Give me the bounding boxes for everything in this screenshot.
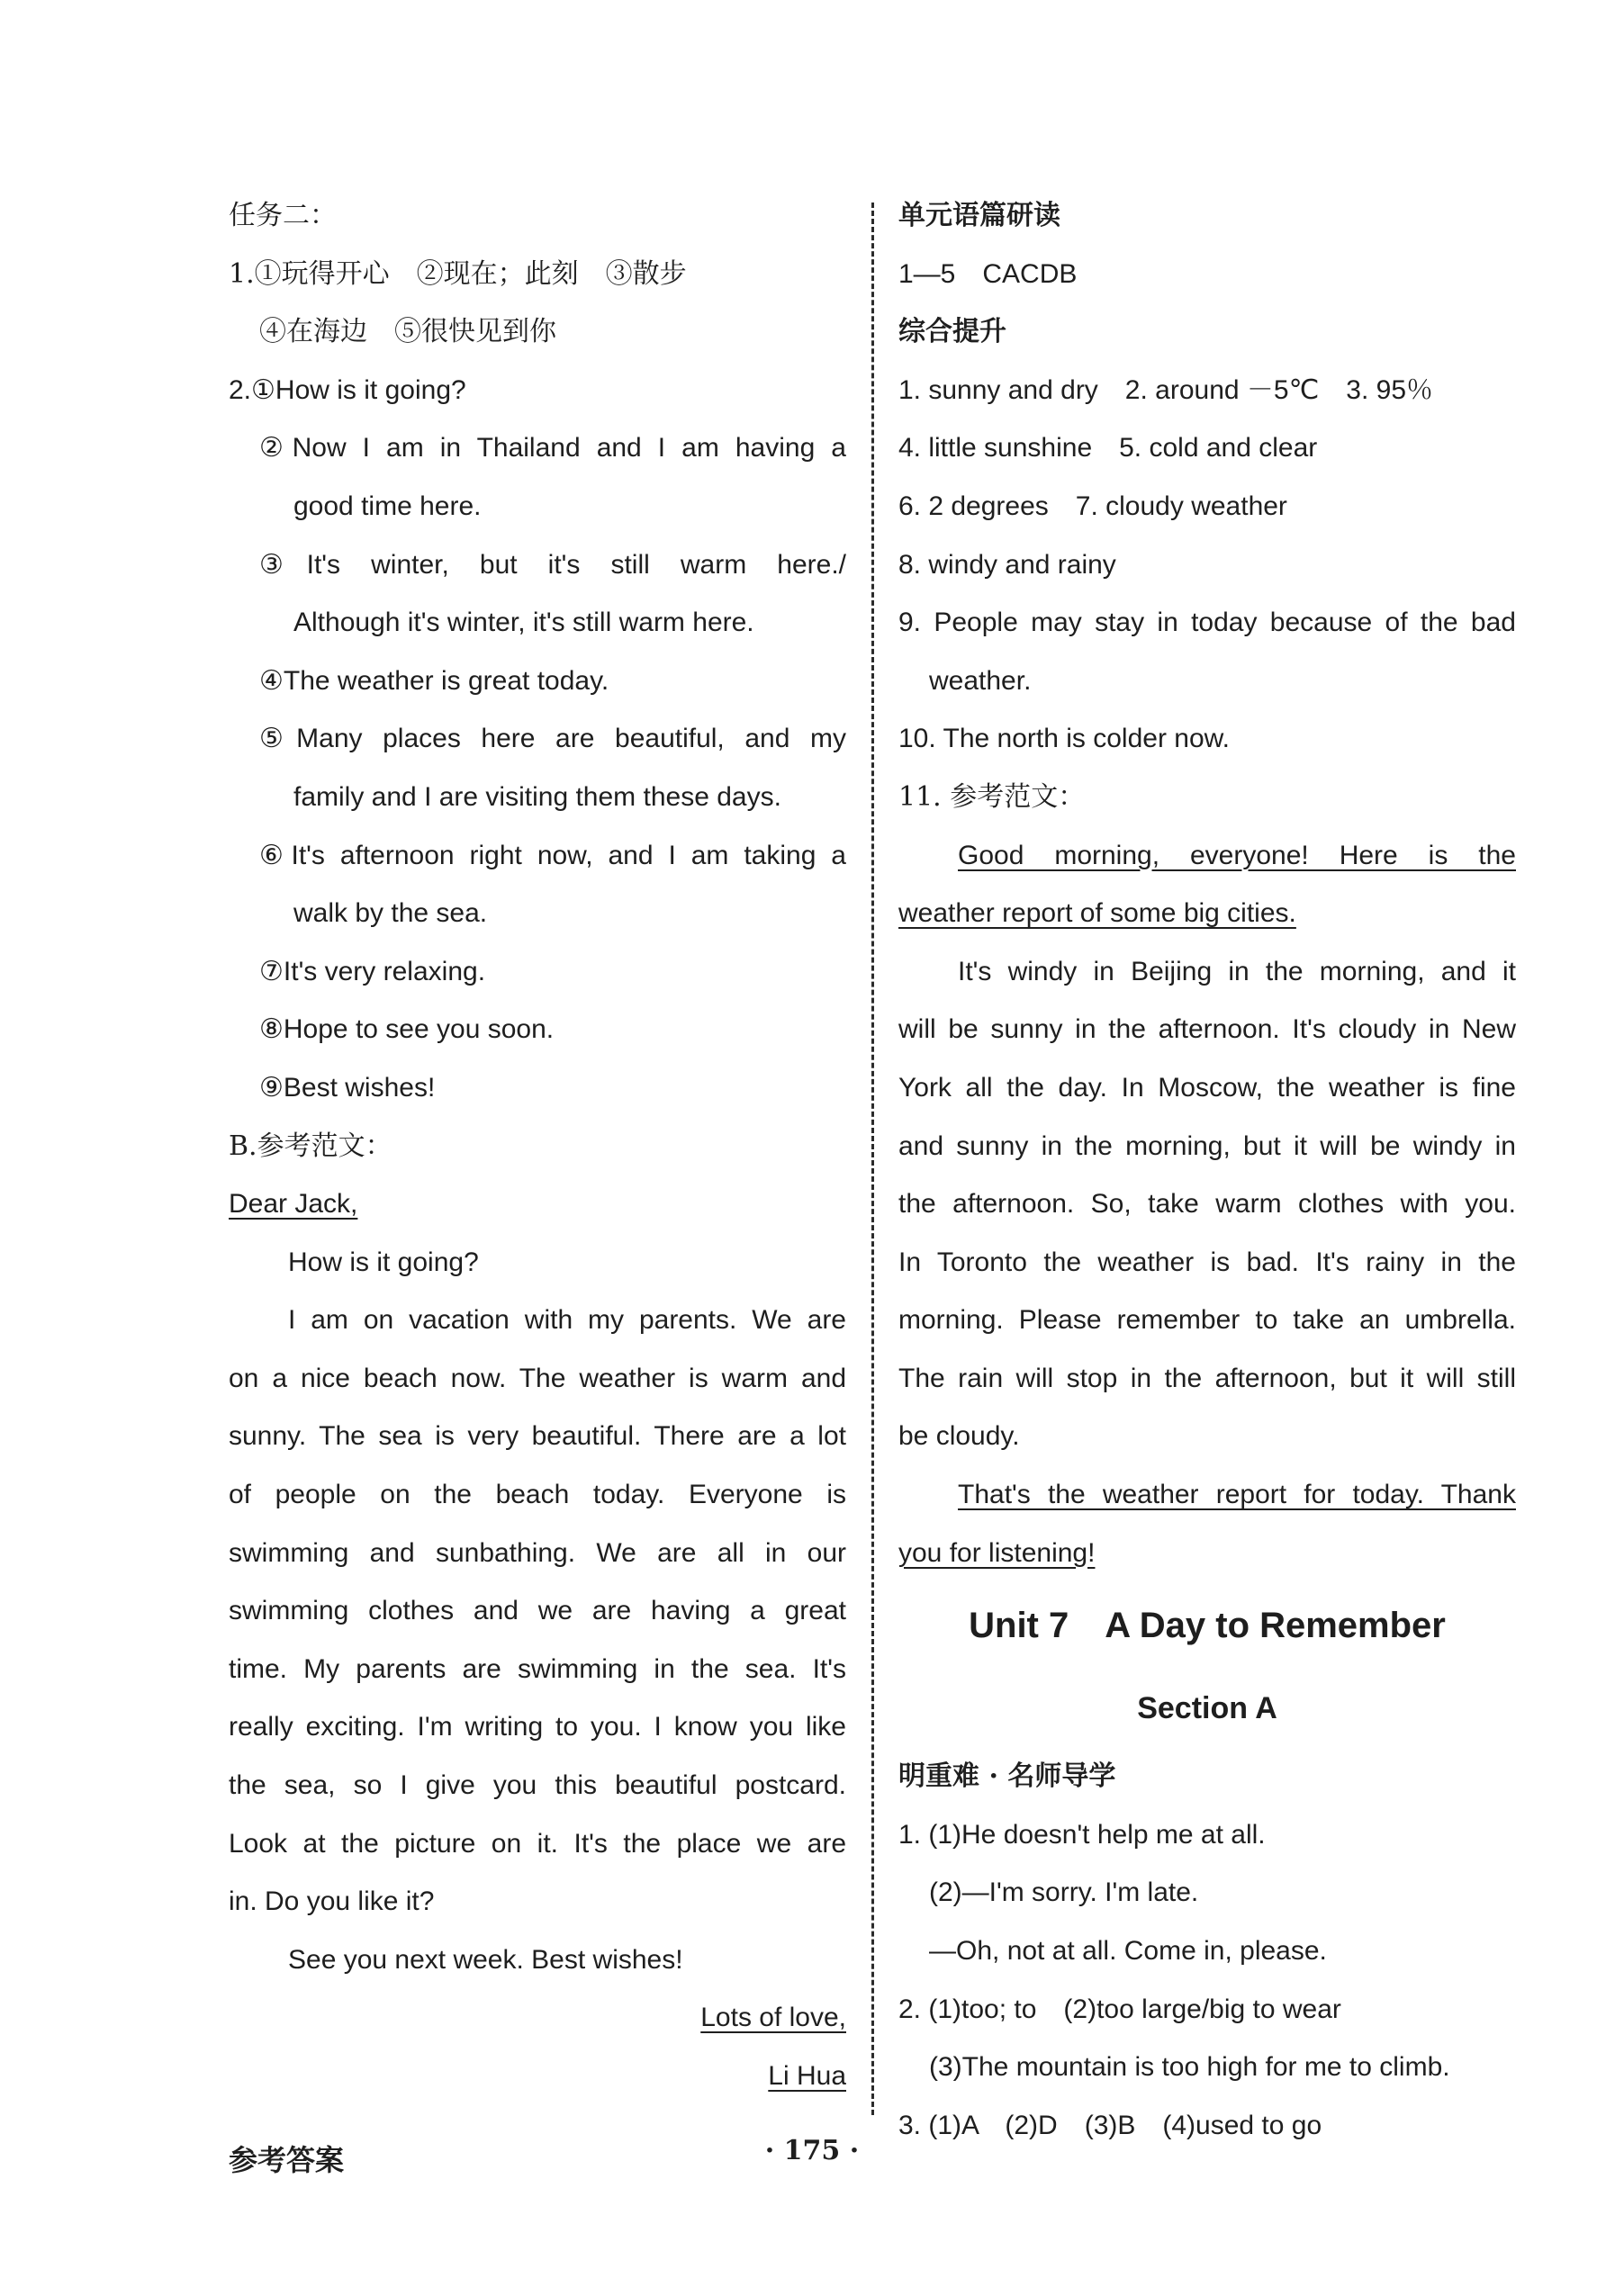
text-line: 2. (1)too; to (2)too large/big to wear <box>898 1994 1341 2024</box>
text-line: 11. 参考范文： <box>898 780 1086 813</box>
text-line: 4. little sunshine 5. cold and clear <box>898 433 1318 464</box>
text-line: ⑨Best wishes! <box>259 1072 436 1103</box>
text-line: sunny. The sea is very beautiful. There are a lot <box>229 1421 846 1452</box>
page-number: · 175 · <box>764 2135 860 2166</box>
column-divider <box>871 203 874 2115</box>
text-line: It's windy in Beijing in the morning, and it <box>958 956 1516 986</box>
text-line: ⑧Hope to see you soon. <box>259 1014 555 1045</box>
text-line: Look at the picture on it. It's the place we are <box>229 1828 846 1859</box>
text-line: on a nice beach now. The weather is warm and <box>229 1363 846 1393</box>
text-line: 8. windy and rainy <box>898 549 1116 580</box>
text-line: See you next week. Best wishes! <box>288 1944 683 1975</box>
text-line: ④在海边 ⑤很快见到你 <box>259 316 556 348</box>
text-line: B.参考范文： <box>229 1130 392 1162</box>
text-line: 1.①玩得开心 ②现在；此刻 ③散步 <box>229 257 687 290</box>
text-line: weather report of some big cities. <box>898 898 1296 929</box>
text-line: family and I are visiting them these days. <box>293 781 781 812</box>
text-line: Although it's winter, it's still warm here. <box>293 608 754 638</box>
text-line: will be sunny in the afternoon. It's cloudy in New <box>898 1014 1516 1045</box>
text-line: weather. <box>929 665 1032 696</box>
text-line: 明重难 · 名师导学 <box>898 1760 1116 1793</box>
text-line: ②Now I am in Thailand and I am having a <box>259 433 846 464</box>
text-line: morning. Please remember to take an umbrella. <box>898 1305 1516 1336</box>
text-line: swimming clothes and we are having a great <box>229 1596 846 1626</box>
text-line: 1. sunny and dry 2. around －5℃ 3. 95％ <box>898 374 1434 405</box>
text-line: That's the weather report for today. Thank <box>958 1480 1516 1510</box>
text-line: 综合提升 <box>898 316 1006 348</box>
text-line: —Oh, not at all. Come in, please. <box>929 1936 1327 1967</box>
text-line: Dear Jack, <box>229 1189 358 1220</box>
text-line: ⑥It's afternoon right now, and I am taking a <box>259 840 846 870</box>
text-line: Good morning, everyone! Here is the <box>958 840 1516 870</box>
text-line: 3. (1)A (2)D (3)B (4)used to go <box>898 2110 1322 2140</box>
text-line: good time here. <box>293 491 482 521</box>
text-line: 任务二： <box>229 200 337 231</box>
text-line: walk by the sea. <box>293 898 488 929</box>
text-line: in. Do you like it? <box>229 1886 435 1917</box>
text-line: ⑤Many places here are beautiful, and my <box>259 724 846 754</box>
text-line: be cloudy. <box>898 1421 1020 1452</box>
text-line: really exciting. I'm writing to you. I know you like <box>229 1712 846 1742</box>
text-line: 9. People may stay in today because of the bad <box>898 608 1516 638</box>
text-line: Li Hua <box>768 2061 846 2091</box>
text-line: and sunny in the morning, but it will be windy in <box>898 1130 1516 1161</box>
text-line: York all the day. In Moscow, the weather is fine <box>898 1072 1516 1103</box>
text-line: The rain will stop in the afternoon, but it will still <box>898 1363 1516 1393</box>
text-line: time. My parents are swimming in the sea. It's <box>229 1653 846 1684</box>
text-line: 2.①How is it going? <box>229 374 466 405</box>
text-line: the afternoon. So, take warm clothes with you. <box>898 1189 1516 1220</box>
text-line: you for listening! <box>898 1537 1096 1568</box>
text-line: (3)The mountain is too high for me to climb. <box>929 2052 1450 2083</box>
text-line: (2)—I'm sorry. I'm late. <box>929 1877 1199 1908</box>
text-line: swimming and sunbathing. We are all in our <box>229 1537 846 1568</box>
text-line: How is it going? <box>288 1247 479 1277</box>
text-line: In Toronto the weather is bad. It's rainy in the <box>898 1247 1516 1277</box>
text-line: ③It's winter, but it's still warm here./ <box>259 549 846 580</box>
text-line: Section A <box>1137 1691 1277 1726</box>
text-line: Unit 7 A Day to Remember <box>969 1606 1446 1646</box>
text-line: of people on the beach today. Everyone is <box>229 1480 846 1510</box>
text-line: 单元语篇研读 <box>898 200 1060 231</box>
text-line: I am on vacation with my parents. We are <box>288 1305 846 1336</box>
right-column <box>898 187 1516 2155</box>
text-line: ④The weather is great today. <box>259 665 609 696</box>
text-line: 6. 2 degrees 7. cloudy weather <box>898 491 1287 521</box>
text-line: Lots of love, <box>700 2003 846 2033</box>
text-line: 1—5 CACDB <box>898 258 1078 289</box>
text-line: 1. (1)He doesn't help me at all. <box>898 1819 1266 1850</box>
left-column <box>229 187 846 2106</box>
text-line: the sea, so I give you this beautiful postcard. <box>229 1770 846 1801</box>
footer-label: 参考答案 <box>229 2143 345 2177</box>
text-line: 10. The north is colder now. <box>898 724 1230 754</box>
text-line: ⑦It's very relaxing. <box>259 956 486 986</box>
